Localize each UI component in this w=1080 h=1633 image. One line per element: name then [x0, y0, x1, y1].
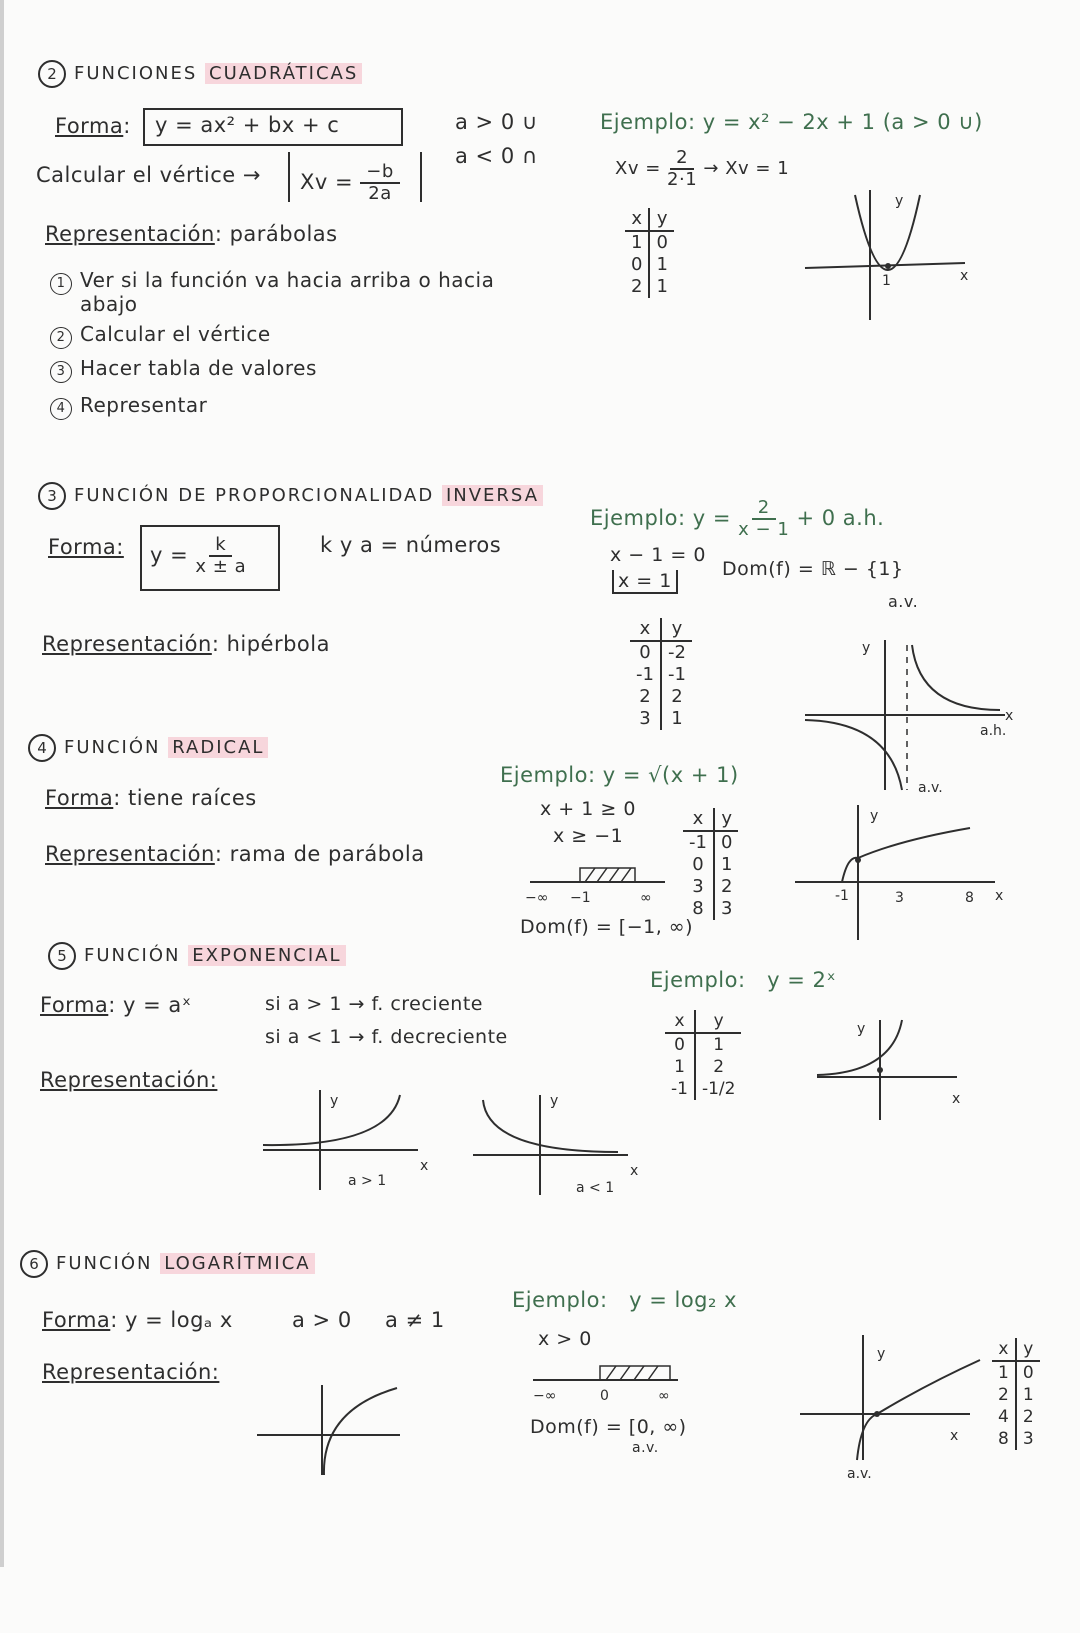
forma-box — [140, 525, 280, 591]
representation-line: Representación: parábolas — [45, 222, 338, 246]
value: y = aˣ — [123, 993, 192, 1017]
step-result: x = 1 — [612, 570, 678, 594]
lhs: y = — [692, 506, 731, 530]
av-note: a.v. — [888, 592, 919, 611]
x-label: x — [1005, 708, 1014, 724]
example-label: Ejemplo: — [600, 110, 696, 134]
table-row — [683, 831, 738, 854]
cell: 2 — [630, 686, 661, 708]
step-number: 4 — [50, 398, 72, 420]
table-row — [625, 276, 674, 298]
step-inequality: x > 0 — [538, 1328, 592, 1350]
example-equation: y = x² − 2x + 1 (a > 0 ∪) — [702, 110, 983, 134]
ah-label: a.h. — [980, 723, 1007, 739]
example-logarithm-graph — [795, 1330, 995, 1480]
hyperbola-graph — [800, 630, 1020, 800]
cell: 3 — [683, 876, 714, 898]
label: Representación: — [40, 1068, 218, 1092]
line-label: −∞ — [525, 890, 549, 906]
value: rama de parábola — [229, 842, 425, 866]
line-label: ∞ — [640, 890, 652, 906]
tick-label: -1 — [835, 888, 849, 904]
heading-highlight: RADICAL — [168, 737, 268, 758]
forma-equation: y = ax² + bx + c — [155, 113, 340, 137]
cell: 0 — [683, 854, 714, 876]
section-number: 6 — [20, 1250, 48, 1278]
av-label: a.v. — [847, 1466, 872, 1482]
cell: -1 — [667, 664, 686, 685]
cell: 1 — [1022, 1385, 1034, 1405]
cell: -1 — [683, 831, 714, 854]
radical-curve — [842, 828, 970, 882]
forma-line: Forma: y = aˣ — [40, 993, 192, 1017]
step-result: x ≥ −1 — [553, 825, 624, 847]
a-negative-note: a < 0 ∩ — [455, 144, 538, 168]
hyperbola-left-branch — [805, 720, 902, 790]
lhs: Xv = — [300, 170, 354, 194]
table-row — [630, 686, 692, 708]
heading-highlight: LOGARÍTMICA — [160, 1253, 314, 1274]
header-y: y — [695, 1010, 742, 1033]
cell: 1 — [671, 708, 683, 729]
section-number: 2 — [38, 60, 66, 88]
table-row — [683, 898, 738, 920]
example-label: Ejemplo: — [512, 1288, 608, 1312]
label: Forma — [45, 786, 114, 810]
header-x: x — [625, 208, 649, 231]
cell: 8 — [683, 898, 714, 920]
table-row — [992, 1428, 1040, 1450]
y-label: y — [895, 193, 904, 209]
exponential-decay-graph — [468, 1090, 648, 1200]
line-label: −∞ — [533, 1388, 557, 1404]
example-6 — [512, 1288, 737, 1312]
representation-line: Representación: hipérbola — [42, 632, 330, 656]
y-label: y — [862, 640, 871, 656]
step-number: 3 — [50, 361, 72, 383]
cell: 0 — [656, 232, 668, 253]
table-row — [630, 708, 692, 730]
table-row — [665, 1033, 741, 1056]
denominator: x − 1 — [738, 519, 790, 540]
rhs: + 0 a.h. — [796, 506, 885, 530]
label: Representación — [42, 632, 212, 656]
example-3 — [590, 498, 884, 540]
example-5 — [650, 968, 836, 992]
cell: 3 — [1022, 1429, 1034, 1449]
values-table — [625, 208, 674, 298]
example-4 — [500, 763, 739, 787]
example-label: Ejemplo: — [590, 506, 686, 530]
step-4 — [50, 393, 207, 420]
numerator: 2 — [670, 148, 694, 170]
label: Representación — [45, 222, 215, 246]
cell: 2 — [671, 686, 683, 707]
y-label: y — [857, 1021, 866, 1037]
section-5-heading — [48, 942, 346, 970]
constants-note: k y a = números — [320, 533, 502, 557]
numerator: 2 — [752, 498, 776, 520]
header-y: y — [714, 808, 738, 831]
table-row — [683, 854, 738, 876]
example-equation: y = log₂ x — [629, 1288, 738, 1312]
cell: -1 — [630, 664, 661, 686]
forma-label — [48, 535, 124, 559]
representation-label — [42, 1360, 219, 1384]
av-note: a.v. — [632, 1440, 659, 1456]
condition-label: a < 1 — [576, 1180, 615, 1196]
cell: 1 — [992, 1361, 1016, 1384]
cell: 2 — [713, 1057, 725, 1077]
tick-label: 8 — [965, 890, 974, 906]
heading-text: FUNCIONES — [74, 63, 198, 84]
x-label: x — [630, 1163, 639, 1179]
table-row — [992, 1406, 1040, 1428]
cell: 1 — [656, 276, 668, 297]
values-table — [992, 1338, 1040, 1450]
value: hipérbola — [226, 632, 330, 656]
av-label: a.v. — [918, 780, 943, 796]
vertex-box — [288, 152, 422, 202]
line-label: ∞ — [658, 1388, 670, 1404]
cell: 1 — [656, 254, 668, 275]
condition: a > 0 — [292, 1308, 352, 1332]
exponential-growth-graph — [258, 1085, 438, 1195]
vertex-point — [885, 263, 891, 269]
forma-box — [143, 108, 403, 146]
tick-label: 3 — [895, 890, 904, 906]
values-table — [630, 618, 692, 730]
domain: Dom(f) = [0, ∞) — [530, 1416, 687, 1438]
denominator: 2·1 — [667, 169, 698, 190]
y-label: y — [870, 808, 879, 824]
header-x: x — [683, 808, 714, 831]
section-number: 4 — [28, 734, 56, 762]
section-4-heading — [28, 734, 268, 762]
denominator: x ± a — [195, 556, 247, 577]
example-label: Ejemplo: — [650, 968, 746, 992]
cell: 2 — [625, 276, 649, 298]
table-row — [665, 1078, 741, 1100]
table-row — [665, 1056, 741, 1078]
value: y = logₐ x — [125, 1308, 233, 1332]
label: Forma — [40, 993, 109, 1017]
radical-graph — [790, 800, 1010, 945]
heading-highlight: INVERSA — [442, 485, 543, 506]
step-number: 2 — [50, 327, 72, 349]
heading-highlight: CUADRÁTICAS — [205, 63, 362, 84]
logarithm-curve — [324, 1388, 397, 1475]
rule-increasing: si a > 1 → f. creciente — [265, 993, 483, 1015]
rule-decreasing: si a < 1 → f. decreciente — [265, 1026, 508, 1048]
denominator: 2a — [368, 183, 392, 204]
section-2-heading — [38, 60, 362, 88]
step-text: Hacer tabla de valores — [80, 356, 317, 380]
cell: 4 — [992, 1406, 1016, 1428]
heading-text: FUNCIÓN — [84, 945, 181, 966]
label: Representación: — [42, 1360, 220, 1384]
example-equation: y = √(x + 1) — [602, 763, 739, 787]
table-row — [683, 876, 738, 898]
example-label: Ejemplo: — [500, 763, 596, 787]
line-label: 0 — [600, 1388, 609, 1404]
cell: 8 — [992, 1428, 1016, 1450]
cell: 0 — [1022, 1363, 1034, 1383]
numerator: k — [209, 535, 232, 557]
section-number: 5 — [48, 942, 76, 970]
step-3 — [50, 356, 317, 383]
step-inequality: x + 1 ≥ 0 — [540, 798, 636, 820]
value: parábolas — [229, 222, 338, 246]
example-exponential-graph — [812, 1015, 972, 1125]
cell: -2 — [667, 642, 686, 663]
hyperbola-right-branch — [912, 645, 1000, 710]
cell: 3 — [720, 898, 733, 919]
x-label: x — [952, 1091, 961, 1107]
lhs: y = — [150, 543, 189, 567]
representation-line: Representación: rama de parábola — [45, 842, 425, 866]
forma-equation — [150, 535, 246, 577]
forma-line: Forma: tiene raíces — [45, 786, 257, 810]
example-equation: y = 2ˣ — [767, 968, 837, 992]
heading-text: FUNCIÓN — [64, 737, 161, 758]
logarithm-graph — [252, 1380, 412, 1480]
step-equation: x − 1 = 0 — [610, 544, 706, 566]
cell: -1 — [665, 1078, 695, 1100]
example-2 — [600, 110, 983, 134]
section-6-heading — [20, 1250, 315, 1278]
forma-label: Forma: — [55, 114, 131, 138]
step-2 — [50, 322, 271, 349]
numerator: −b — [360, 162, 400, 184]
result: → Xv = 1 — [703, 158, 790, 179]
lhs: Xv = — [615, 158, 661, 179]
spacer — [795, 1628, 796, 1629]
step-number: 1 — [50, 273, 72, 295]
cell: 0 — [665, 1033, 695, 1056]
forma-line: Forma: y = logₐ x — [42, 1308, 233, 1332]
label: Forma — [42, 1308, 111, 1332]
section-3-heading — [38, 482, 543, 510]
domain: Dom(f) = ℝ − {1} — [722, 558, 904, 580]
table-row — [625, 254, 674, 276]
cell: 0 — [630, 641, 661, 664]
vertex-formula — [300, 162, 400, 204]
x-label: x — [995, 888, 1004, 904]
table-row — [992, 1384, 1040, 1406]
values-table — [665, 1010, 741, 1100]
header-y: y — [1016, 1338, 1040, 1361]
x-axis — [805, 263, 965, 268]
y-label: y — [877, 1346, 886, 1362]
table-row — [630, 664, 692, 686]
table-row — [625, 231, 674, 254]
header-y: y — [661, 618, 692, 641]
header-x: x — [665, 1010, 695, 1033]
page-edge — [0, 0, 4, 1567]
domain: Dom(f) = [−1, ∞) — [520, 916, 694, 938]
condition-label: a > 1 — [348, 1173, 387, 1189]
vertex-calculation — [615, 148, 789, 190]
cell: 3 — [630, 708, 661, 730]
label: Representación — [45, 842, 215, 866]
cell: 1 — [665, 1056, 695, 1078]
cell: 1 — [713, 1035, 725, 1055]
representation-label — [40, 1068, 217, 1092]
domain-number-line — [528, 1360, 688, 1405]
y-label: y — [550, 1093, 559, 1109]
condition: a ≠ 1 — [385, 1308, 445, 1332]
label: Forma — [55, 114, 124, 138]
step-text: Ver si la función va hacia arriba o hacia abajo — [80, 268, 495, 316]
heading-text: FUNCIÓN DE PROPORCIONALIDAD — [74, 485, 435, 506]
y-label: y — [330, 1093, 339, 1109]
tick-label: 1 — [882, 273, 891, 289]
parabola-graph — [800, 185, 980, 325]
table-row — [992, 1361, 1040, 1384]
a-positive-note: a > 0 ∪ — [455, 110, 538, 134]
x-label: x — [960, 268, 969, 284]
step-text: Representar — [80, 393, 208, 417]
header-x: x — [630, 618, 661, 641]
parabola-curve — [855, 195, 920, 270]
cell: 2 — [992, 1384, 1016, 1406]
domain-number-line — [525, 860, 675, 905]
step-text: Calcular el vértice — [80, 322, 271, 346]
heading-text: FUNCIÓN — [56, 1253, 153, 1274]
table-row — [630, 641, 692, 664]
cell: 2 — [720, 876, 733, 897]
cell: 1 — [720, 854, 733, 875]
cell: 1 — [625, 231, 649, 254]
vertex-label: Calcular el vértice → — [36, 163, 261, 187]
section-number: 3 — [38, 482, 66, 510]
x-label: x — [420, 1158, 429, 1174]
cell: 0 — [720, 832, 733, 853]
logarithm-curve — [857, 1360, 980, 1460]
cell: 0 — [625, 254, 649, 276]
cell: 2 — [1022, 1407, 1034, 1427]
line-label: −1 — [570, 890, 591, 906]
header-y: y — [649, 208, 673, 231]
x-label: x — [950, 1428, 959, 1444]
values-table — [683, 808, 738, 920]
cell: -1/2 — [701, 1079, 736, 1099]
header-x: x — [992, 1338, 1016, 1361]
value: tiene raíces — [128, 786, 257, 810]
step-1 — [50, 268, 550, 316]
label: Forma: — [48, 535, 124, 559]
heading-highlight: EXPONENCIAL — [188, 945, 345, 966]
